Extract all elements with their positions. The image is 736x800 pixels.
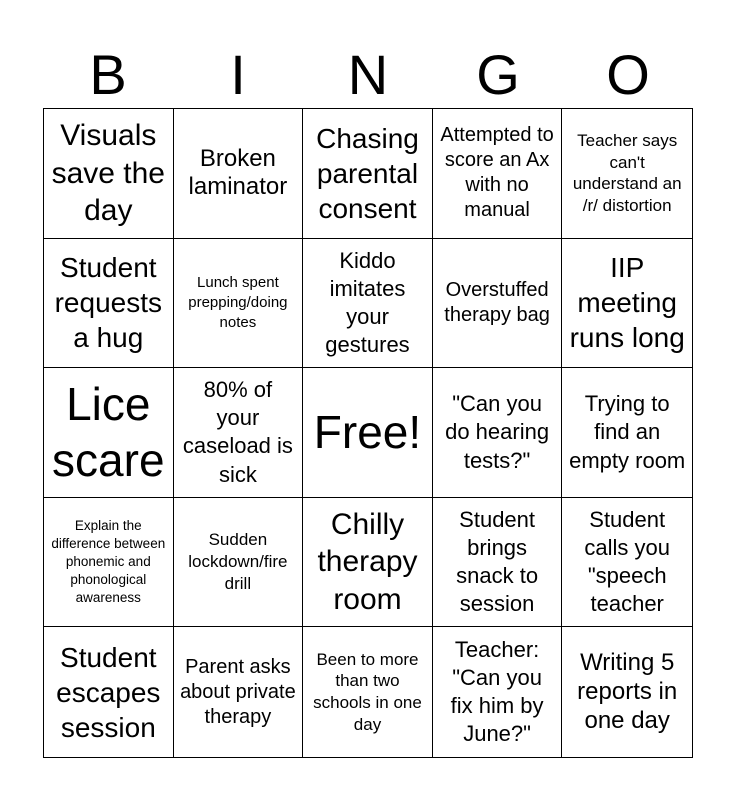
bingo-cell-b2[interactable]: Student requests a hug	[44, 239, 174, 369]
bingo-cell-i1[interactable]: Broken laminator	[174, 109, 304, 239]
bingo-cell-b1[interactable]: Visuals save the day	[44, 109, 174, 239]
bingo-cell-free[interactable]: Free!	[303, 368, 433, 498]
bingo-cell-o4[interactable]: Student calls you "speech teacher	[562, 498, 692, 628]
bingo-header	[43, 42, 693, 108]
bingo-cell-g5[interactable]: Teacher: "Can you fix him by June?"	[433, 627, 563, 757]
bingo-cell-g1[interactable]: Attempted to score an Ax with no manual	[433, 109, 563, 239]
bingo-cell-b4[interactable]: Explain the difference between phonemic and phonological awareness	[44, 498, 174, 628]
bingo-cell-b5[interactable]: Student escapes session	[44, 627, 174, 757]
bingo-cell-i2[interactable]: Lunch spent prepping/doing notes	[174, 239, 304, 369]
bingo-cell-o3[interactable]: Trying to find an empty room	[562, 368, 692, 498]
bingo-cell-g4[interactable]: Student brings snack to session	[433, 498, 563, 628]
bingo-cell-n5[interactable]: Been to more than two schools in one day	[303, 627, 433, 757]
header-letter-o: O	[606, 43, 650, 106]
bingo-cell-n2[interactable]: Kiddo imitates your gestures	[303, 239, 433, 369]
bingo-cell-g3[interactable]: "Can you do hearing tests?"	[433, 368, 563, 498]
bingo-cell-b3[interactable]: Lice scare	[44, 368, 174, 498]
bingo-cell-g2[interactable]: Overstuffed therapy bag	[433, 239, 563, 369]
bingo-cell-i5[interactable]: Parent asks about private therapy	[174, 627, 304, 757]
bingo-board	[43, 108, 693, 758]
header-letter-b: B	[89, 43, 127, 106]
bingo-cell-i4[interactable]: Sudden lockdown/fire drill	[174, 498, 304, 628]
header-letter-n: N	[347, 43, 389, 106]
bingo-cell-i3[interactable]: 80% of your caseload is sick	[174, 368, 304, 498]
bingo-cell-o5[interactable]: Writing 5 reports in one day	[577, 649, 678, 734]
bingo-cell-n4[interactable]: Chilly therapy room	[303, 498, 433, 628]
header-letter-i: I	[230, 43, 246, 106]
bingo-cell-o2[interactable]: IIP meeting runs long	[562, 239, 692, 369]
header-letter-g: G	[476, 43, 520, 106]
bingo-cell-n1[interactable]: Chasing parental consent	[303, 109, 433, 239]
bingo-cell-o1[interactable]: Teacher says can't understand an /r/ distortion	[562, 109, 692, 239]
